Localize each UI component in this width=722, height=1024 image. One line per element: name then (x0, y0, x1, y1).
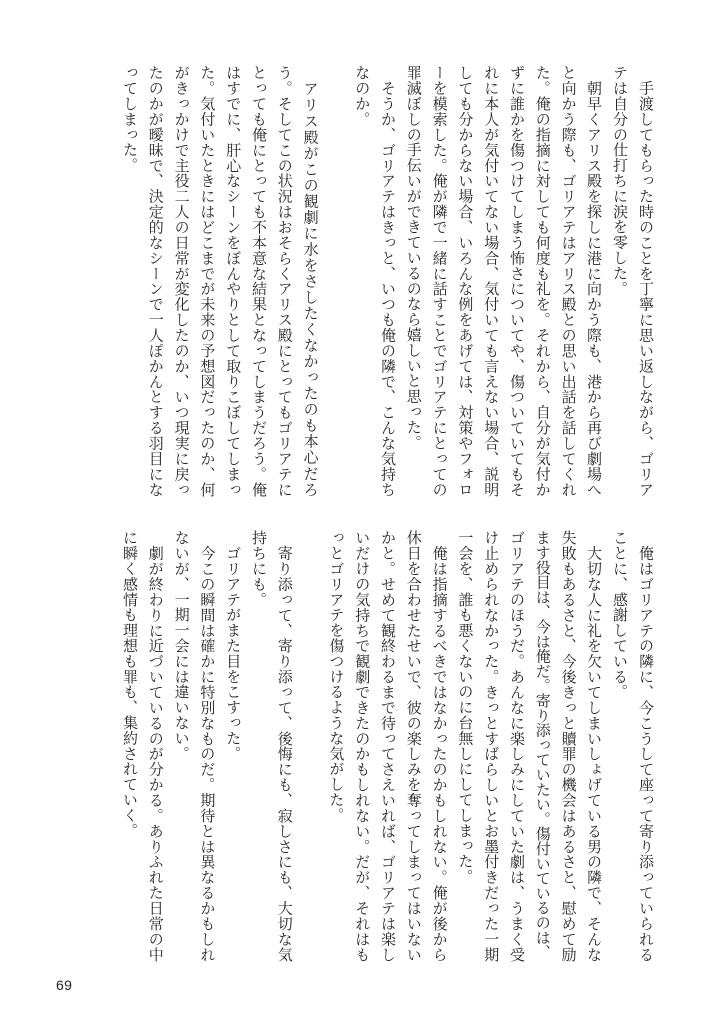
text-column: 朝早くアリス殿を探しに港に向かう際も、港から再び劇場へ (585, 65, 603, 497)
text-column: なのか。 (353, 65, 372, 127)
text-column: 劇が終わりに近づいているのが分かる。ありふれた日常の中 (146, 530, 165, 962)
text-column: ってしまった。 (121, 65, 139, 173)
text-column: ます役目は、今は俺だ。寄り添っていたい。傷付いているのは、 (533, 530, 552, 960)
text-column: いだけの気持ちで観劇できたのかもしれない。だが、それはも (353, 530, 372, 962)
text-column: 寄り添って、寄り添って、後悔にも、寂しさにも、大切な気 (275, 530, 294, 962)
text-column: ゴリアテがまた目をこすった。 (224, 530, 243, 761)
text-column: ずに誰かを傷つけてしまう怖さについてや、傷ついていてもそ (508, 65, 526, 497)
text-column: っとゴリアテを傷つけるような気がした。 (327, 530, 346, 823)
text-column: テは自分の仕打ちに涙を零した。 (611, 65, 629, 296)
text-column: アリス殿がこの観劇に水をさしたくなかったのも本心だろ (301, 65, 320, 497)
text-column: と向かう際も、ゴリアテはアリス殿との思い出話を話してくれ (559, 65, 578, 497)
bottom-text-block (0, 530, 722, 962)
text-column: う。そしてこの状況はおそらくアリス殿にとってもゴリアテに (275, 65, 294, 497)
text-column: ーを模索した。俺が隣で一緒に話すことでゴリアテにとっての (430, 65, 449, 497)
blank-line (328, 65, 344, 497)
text-column: に瞬く感情も理想も罪も、集約されていく。 (121, 530, 139, 838)
text-column: そうか、ゴリアテはきっと、いつも俺の隣で、こんな気持ち (379, 65, 397, 497)
top-text-block (0, 65, 722, 497)
text-column: れに本人が気付いてない場合、気付いても言えない場合、説明 (482, 65, 501, 497)
text-column: ゴリアテのほうだ。あんなに楽しみにしていた劇は、うまく受 (508, 530, 526, 962)
text-column: がきっかけで主役二人の日常が変化したのか、いつ現実に戻っ (172, 65, 191, 497)
text-column: 大切な人に礼を欠いてしまいしょげている男の隣で、そんな (585, 530, 603, 962)
blank-line (303, 530, 319, 962)
text-column: 罪滅ぼしの手伝いができているのなら嬉しいと思った。 (404, 65, 423, 450)
text-column: た。気付いたときにはどこまでが未来の予想図だったのか、何 (198, 65, 217, 497)
text-column: 俺は指摘するべきではなかったのかもしれない。俺が後から (430, 530, 449, 962)
text-column: 俺はゴリアテの隣に、今こうして座って寄り添っていられる (637, 530, 655, 962)
text-column: 今この瞬間は確かに特別なものだ。期待とは異なるかもしれ (198, 530, 217, 962)
text-column: はすでに、肝心なシーンをぼんやりとして取りこぼしてしまっ (224, 65, 243, 497)
text-column: かと。せめて観終わるまで待ってさえいれば、ゴリアテは楽し (379, 530, 397, 962)
text-column: け止められなかった。きっとすばらしいとお墨付きだった一期 (482, 530, 501, 962)
text-column: 休日を合わせたせいで、彼の楽しみを奪ってしまってはいない (404, 530, 423, 962)
text-column: 持ちにも。 (250, 530, 268, 607)
page-number: 69 (56, 977, 73, 993)
text-column: た。俺の指摘に対しても何度も礼を。それから、自分が気付か (533, 65, 552, 497)
text-column: 一会を、誰も悪くないのに台無しにしてしまった。 (456, 530, 475, 885)
text-column: 手渡してもらった時のことを丁寧に思い返しながら、ゴリア (637, 65, 655, 497)
text-column: しても分からない場合、いろんな例をあげては、対策やフォロ (456, 65, 475, 497)
text-column: とっても俺にとっても不本意な結果となってしまうだろう。俺 (250, 65, 268, 497)
text-column: ないが、一期一会には違いない。 (172, 530, 191, 761)
text-column: ことに、感謝している。 (611, 530, 629, 700)
text-column: 失敗もあるさと、今後きっと贖罪の機会はあるさと、慰めて励 (559, 530, 578, 962)
text-column: たのかが曖昧で、決定的なシーンで一人ぽかんとする羽目にな (146, 65, 165, 497)
